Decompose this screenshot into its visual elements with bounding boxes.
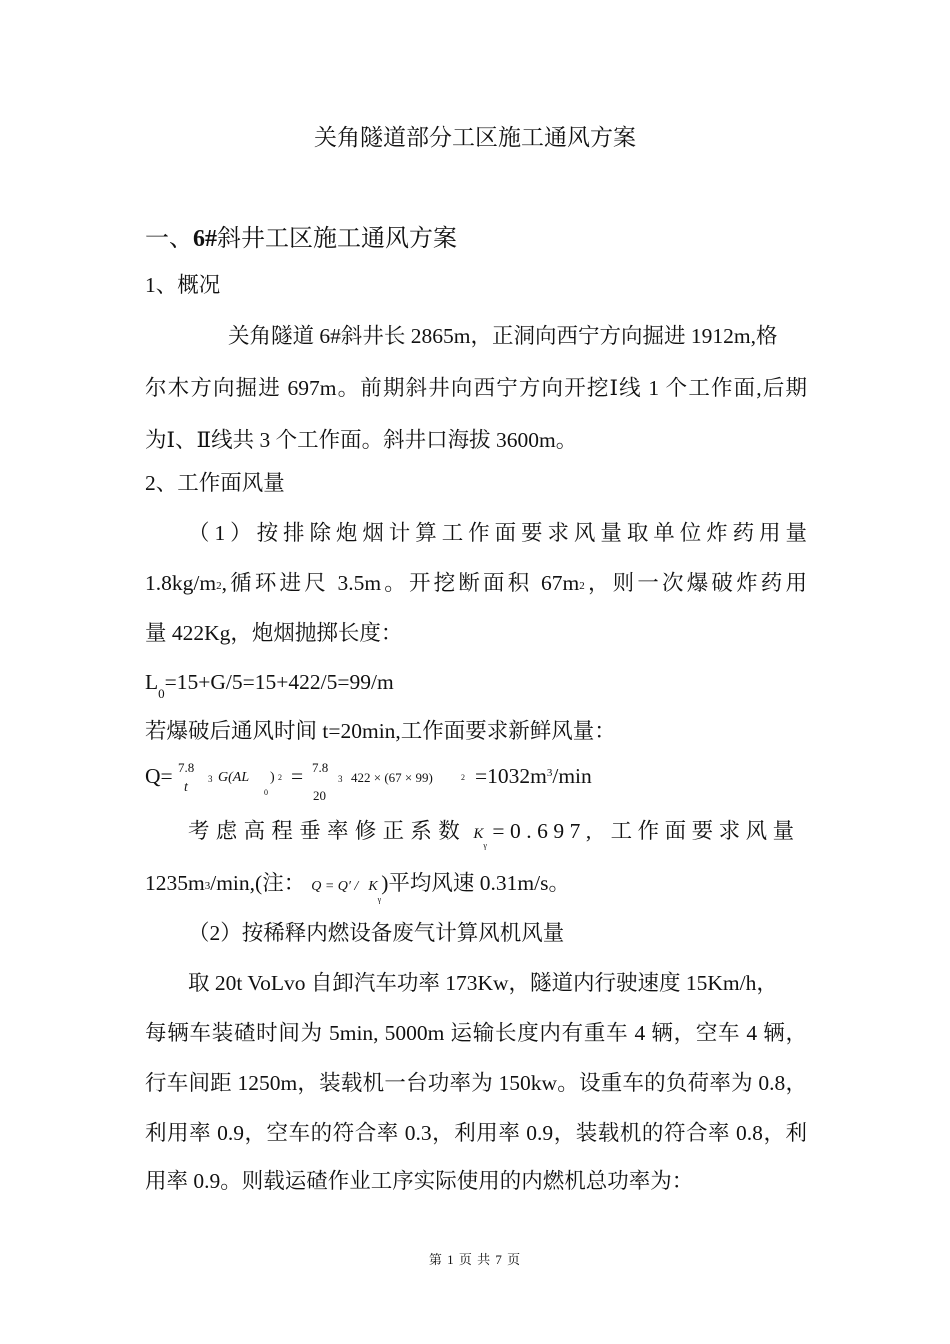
correction-line-2: $1235m^3/\min$,(注： $Q = Q' / K_\gamma$)平均风速 0.31m/s。 [145,871,570,904]
section-prefix: 一、 [145,226,193,252]
overview-line-1: 关角隧道 6#斜井长 2865m，正洞向西宁方向掘进 1912m,格 [228,324,778,348]
paragraph-2-line-2: 每辆车装碴时间为 5min, 5000m 运输长度内有重车 4 辆，空车 4 辆， [145,1021,807,1045]
paragraph-2-line-5: 用率 0.9。则载运碴作业工序实际使用的内燃机总功率为： [145,1169,694,1193]
paragraph-2-line-3: 行车间距 1250m，装载机一台功率为 150kw。设重车的负荷率为 0.8， [145,1071,807,1095]
paragraph-1-line-1: （1）按排除炮烟计算工作面要求风量取单位炸药用量 [188,521,807,545]
formula-l0: $L_0=15+G/5=15+422/5=99/m$ [145,670,394,701]
correction-line-1: 考虑高程垂率修正系数 $K_\gamma =0.697$, 工作面要求风量 [188,819,800,850]
document-title: 关角隧道部分工区施工通风方案 [314,125,636,150]
overview-line-2: 尔木方向掘进 697m。前期斜井向西宁方向开挖Ⅰ线 1 个工作面,后期 [145,376,807,400]
paragraph-2-line-4: 利用率 0.9，空车的符合率 0.3，利用率 0.9，装载机的符合率 0.8，利 [145,1121,807,1145]
paragraph-1-line-2: $1.8kg/m^2$,循环进尺 3.5m。开挖断面积 $67m^2$，则一次爆破炸药用 [145,571,807,595]
overview-line-3: 为Ⅰ、Ⅱ线共 3 个工作面。斜井口海拔 3600m。 [145,428,578,452]
formula-q: Q= 7.8 t 3 G(AL 0 ) 2 = 7.8 20 3 422 × (67 × 99) 2 $=1032m^3/\min$ [145,760,592,803]
overview-heading: 1、概况 [145,273,221,297]
paragraph-2-line-1: 取 20t VoLvo 自卸汽车功率 173Kw，隧道内行驶速度 15Km/h， [188,971,778,995]
airflow-heading: 2、工作面风量 [145,471,285,495]
ventilation-time-text: 若爆破后通风时间 t=20min,工作面要求新鲜风量： [145,719,616,743]
paragraph-1-line-3: 量 422Kg，炮烟抛掷长度： [145,621,403,645]
paragraph-2-heading: （2）按稀释内燃设备废气计算风机风量 [188,921,565,945]
page-footer: 第 1 页 共 7 页 [428,1252,522,1267]
section-bold: 6# [193,226,217,252]
section-rest: 斜井工区施工通风方案 [217,226,457,252]
section-heading-1 [145,218,457,253]
